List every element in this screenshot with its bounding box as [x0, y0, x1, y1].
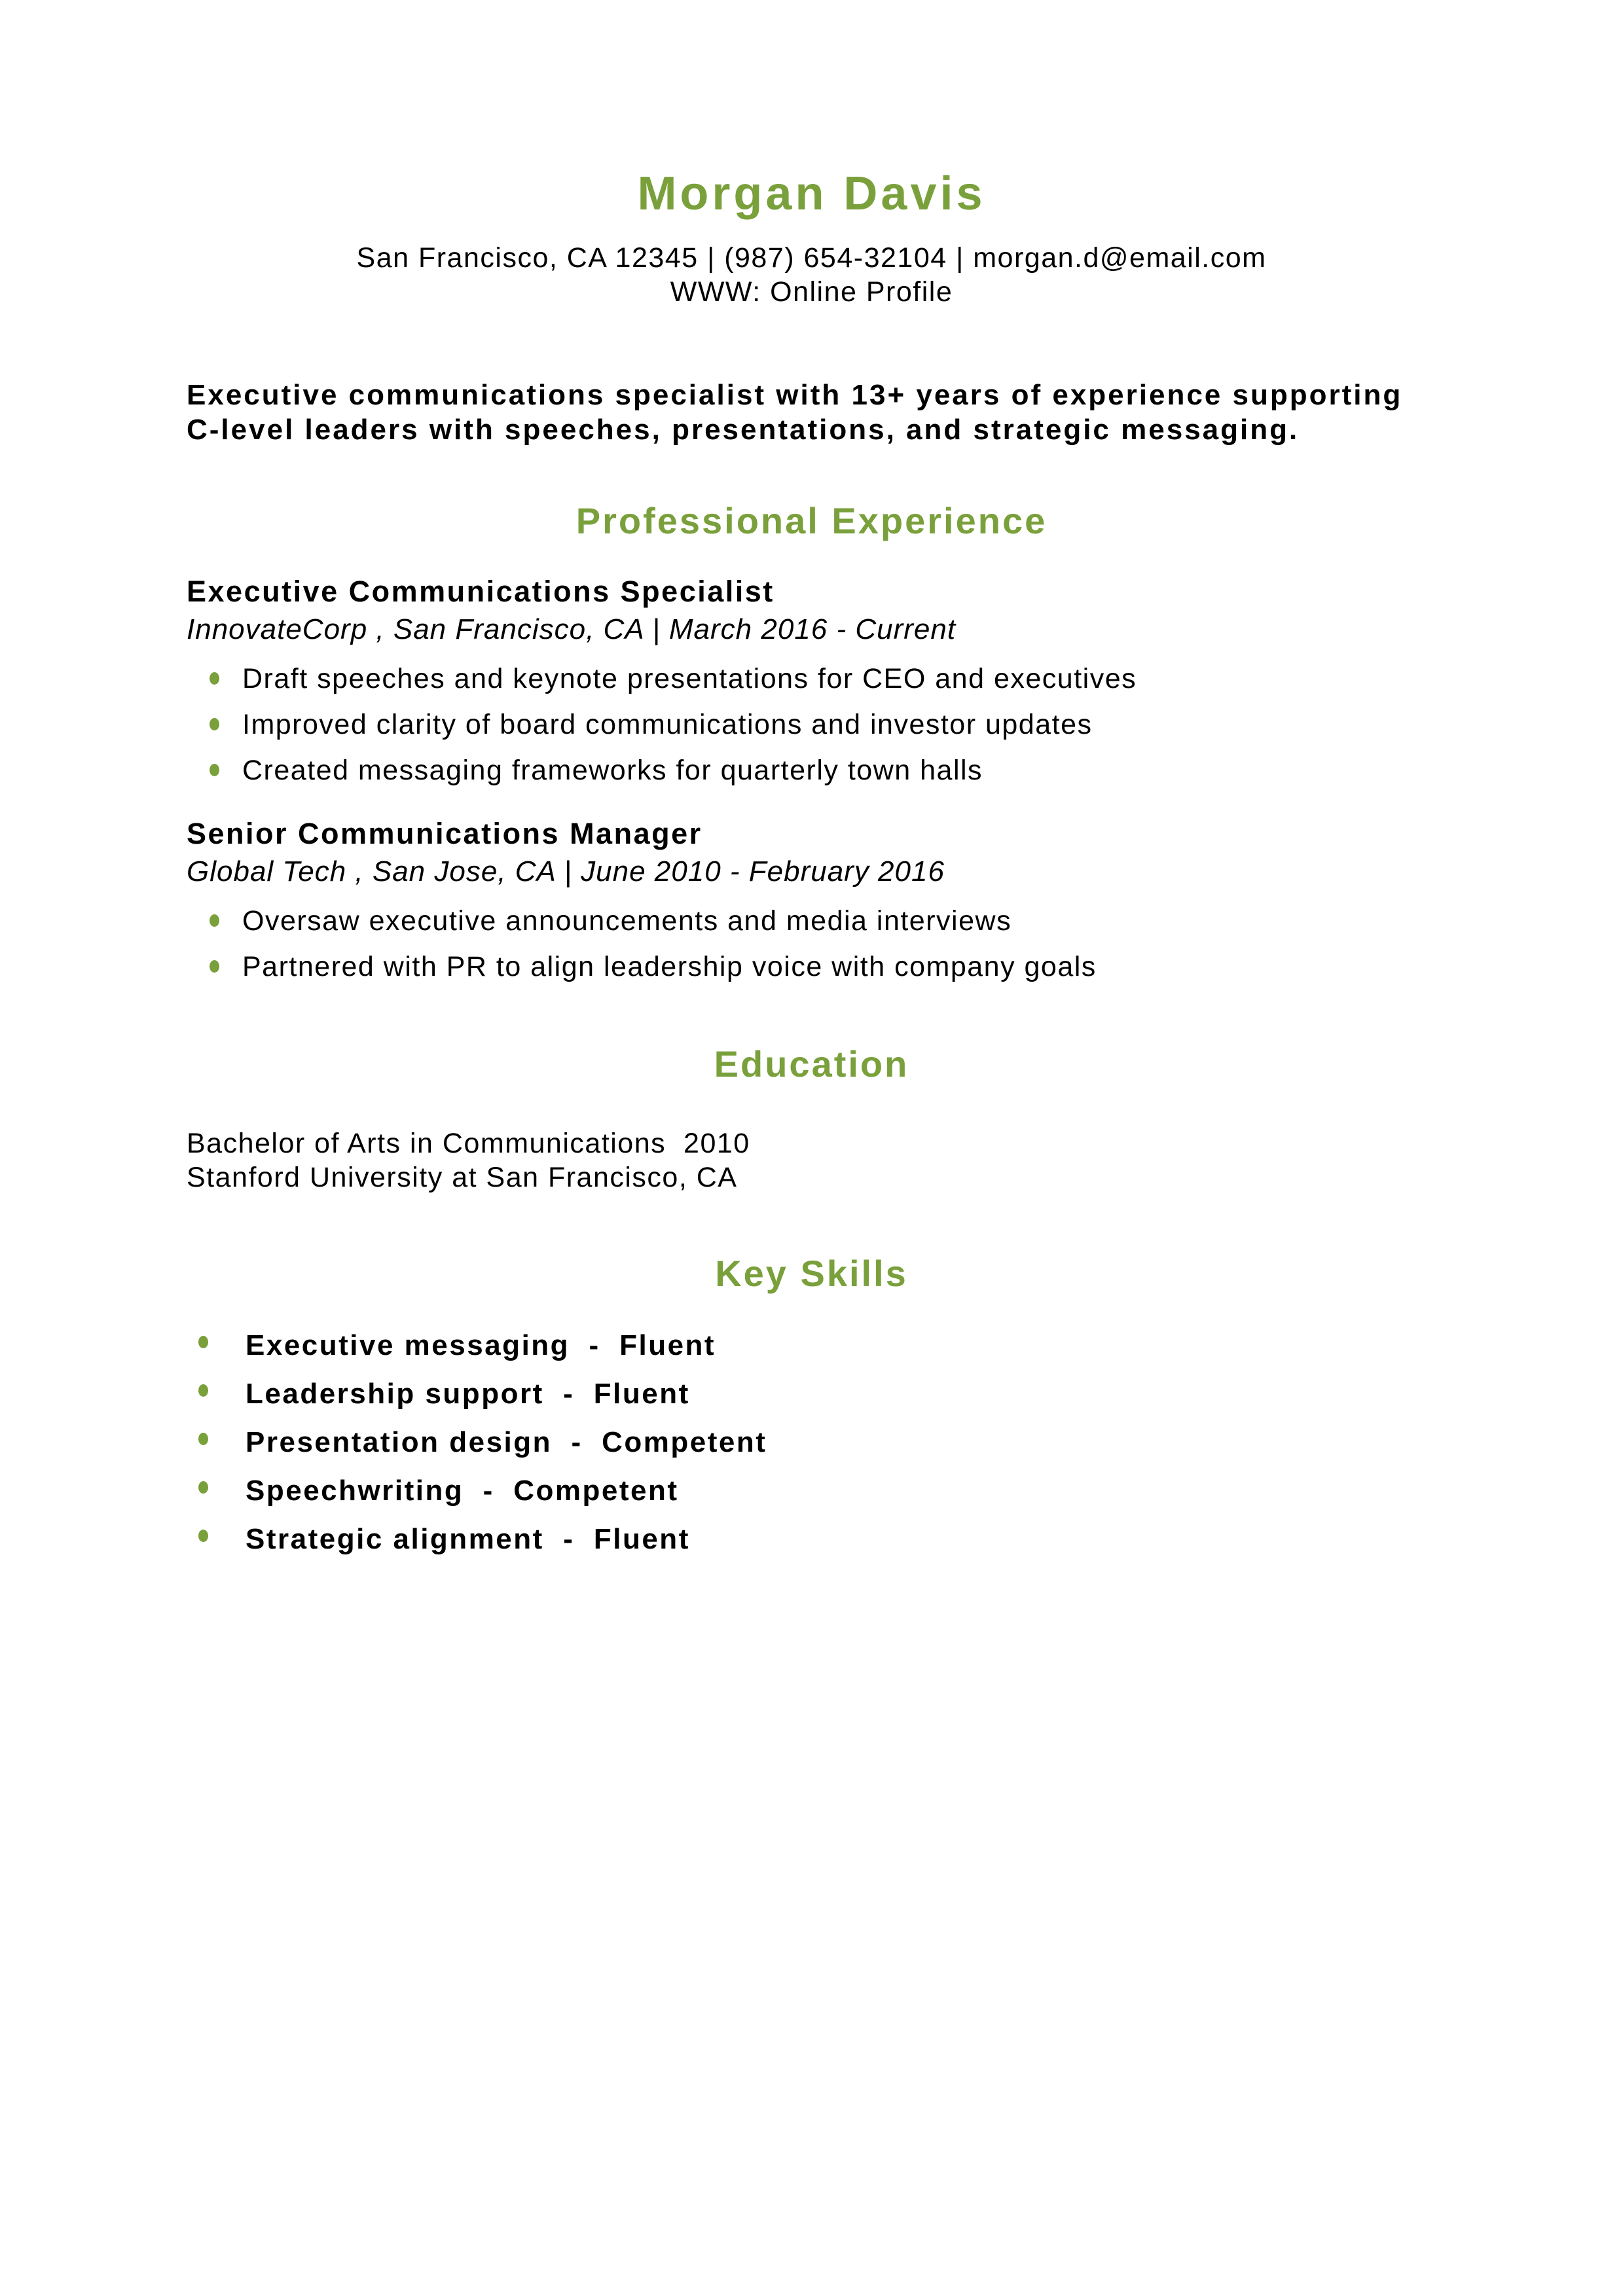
bullet-icon: [210, 672, 219, 685]
skill-text: Executive messaging - Fluent: [246, 1329, 716, 1361]
section-heading-experience: Professional Experience: [575, 499, 1048, 541]
job-bullet-text: Partnered with PR to align leadership voice with company goals: [242, 950, 1097, 982]
bullet-icon: [198, 1481, 208, 1494]
skill-item: [187, 1425, 1436, 1460]
education-school: Stanford University at San Francisco, CA: [187, 1161, 738, 1193]
skill-text: Strategic alignment - Fluent: [246, 1522, 690, 1555]
bullet-icon: [198, 1336, 208, 1348]
bullet-icon: [210, 718, 219, 730]
job-bullet-text: Created messaging frameworks for quarterly town halls: [242, 754, 983, 786]
resume-name: Morgan Davis: [637, 168, 986, 220]
contact-line: San Francisco, CA 12345 | (987) 654-32104 | morgan.d@email.com: [356, 242, 1267, 274]
skill-text: Leadership support - Fluent: [246, 1377, 690, 1410]
job-bullet-text: Improved clarity of board communications and investor updates: [242, 708, 1093, 740]
skill-text: Presentation design - Competent: [246, 1426, 767, 1458]
skill-item: [187, 1376, 1436, 1412]
bullet-icon: [198, 1433, 208, 1445]
job-bullet: [187, 904, 1436, 938]
section-heading-key-skills: Key Skills: [715, 1252, 908, 1294]
job-bullet: [187, 950, 1436, 984]
skill-item: [187, 1328, 1436, 1363]
job-title: Senior Communications Manager: [187, 816, 702, 850]
job-title: Executive Communications Specialist: [187, 574, 775, 608]
education-entry: [187, 1126, 1436, 1194]
job-entry-2: [187, 816, 1436, 984]
job-bullet: [187, 753, 1436, 787]
job-meta: InnovateCorp , San Francisco, CA | March 2016 - Current: [187, 613, 957, 645]
bullet-icon: [198, 1384, 208, 1397]
job-bullet-list: [187, 662, 1436, 787]
job-bullet-list: [187, 904, 1436, 984]
skill-item: [187, 1522, 1436, 1557]
bullet-icon: [198, 1530, 208, 1542]
job-bullet: [187, 708, 1436, 742]
job-bullet-text: Draft speeches and keynote presentations for CEO and executives: [242, 662, 1137, 694]
summary-paragraph: Executive communications specialist with 13+ years of experience supporting C-level leaders with speeches, presentations, and strategic messaging.: [187, 378, 1403, 446]
bullet-icon: [210, 960, 219, 973]
skill-text: Speechwriting - Competent: [246, 1474, 679, 1507]
bullet-icon: [210, 764, 219, 776]
bullet-icon: [210, 914, 219, 927]
skills-list: [187, 1328, 1436, 1557]
skill-item: [187, 1473, 1436, 1509]
education-degree: Bachelor of Arts in Communications 2010: [187, 1127, 750, 1159]
job-entry-1: [187, 574, 1436, 787]
section-heading-education: Education: [714, 1043, 909, 1085]
job-meta: Global Tech , San Jose, CA | June 2010 - February 2016: [187, 855, 945, 888]
job-bullet: [187, 662, 1436, 696]
website-line: WWW: Online Profile: [670, 276, 953, 308]
job-bullet-text: Oversaw executive announcements and media interviews: [242, 905, 1012, 937]
contact-block: [187, 241, 1436, 309]
